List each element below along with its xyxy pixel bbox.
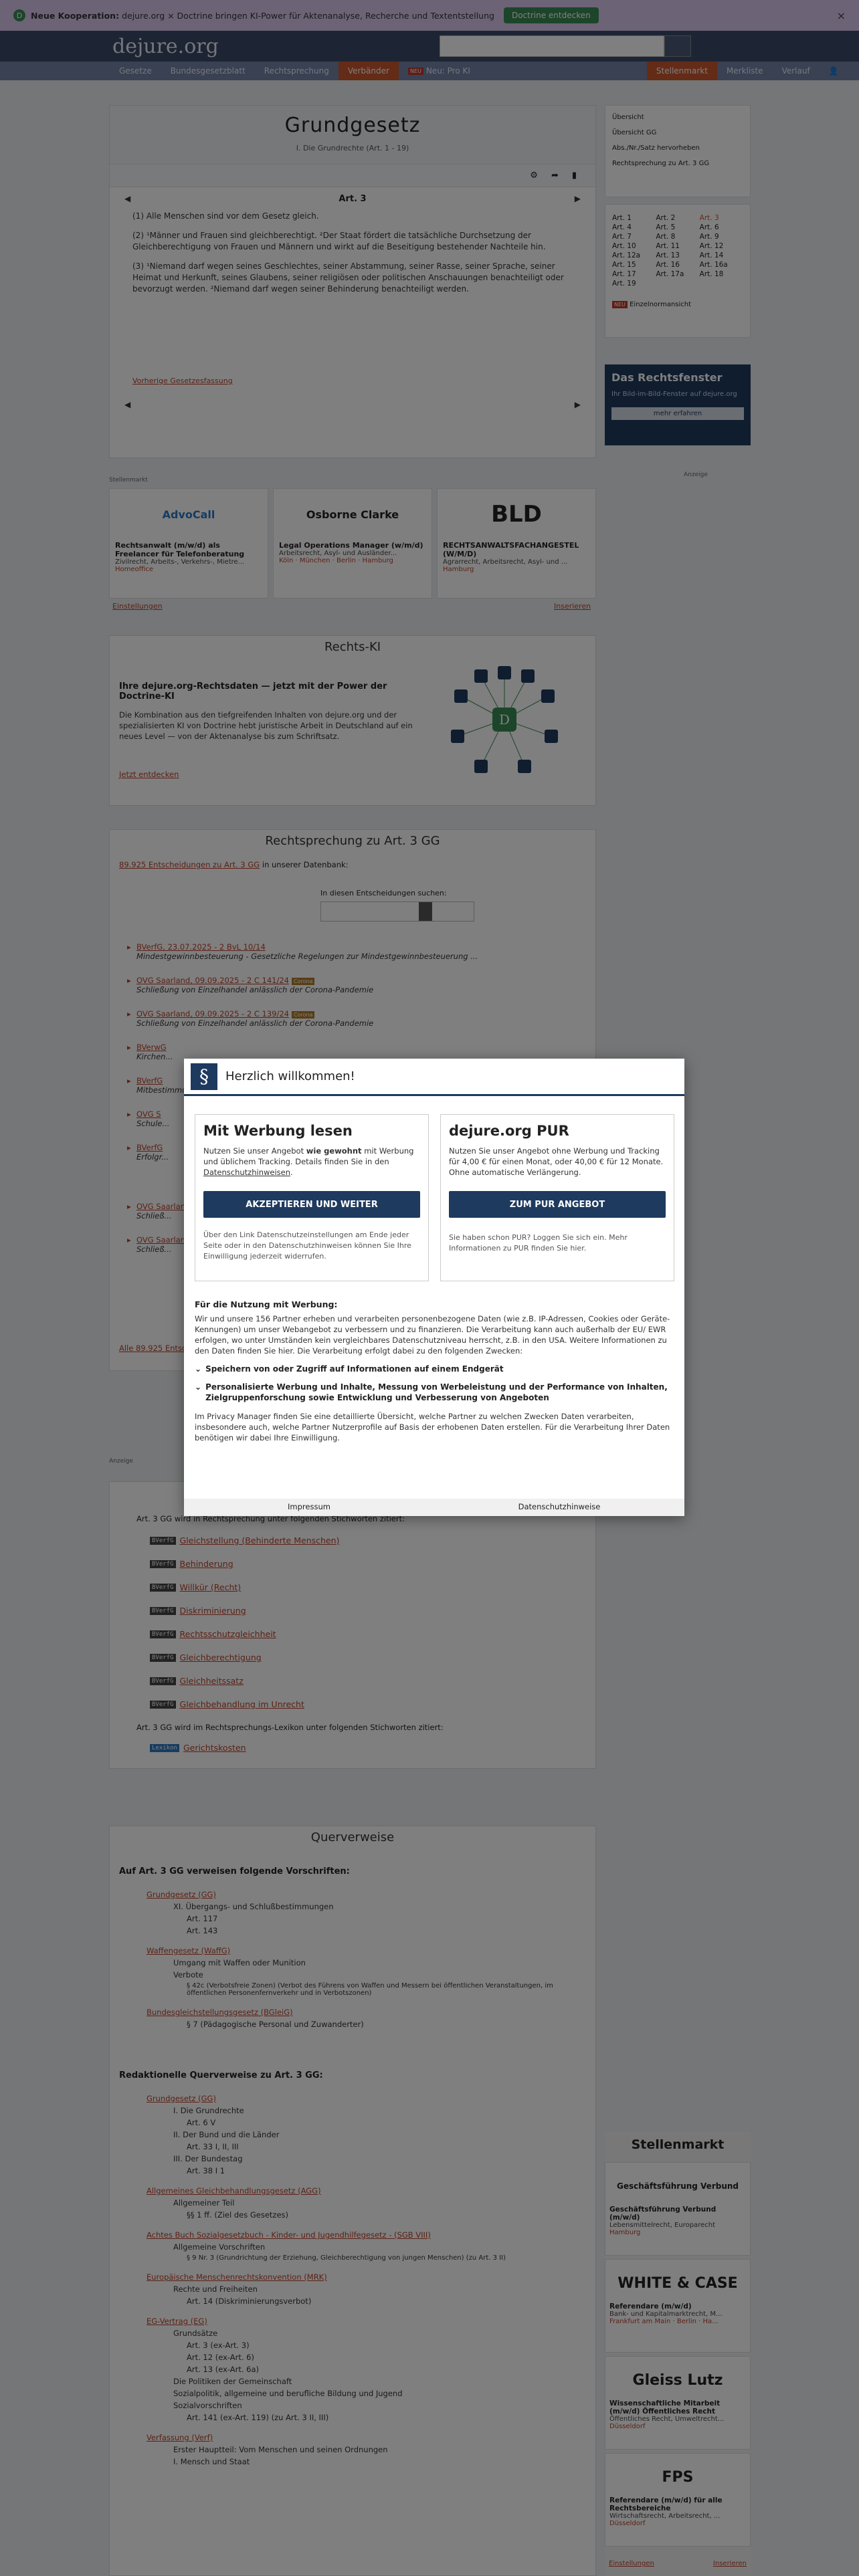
option-werbung bbox=[195, 1114, 429, 1281]
option-werbung-note: Über den Link Datenschutzeinstellungen am Ende jeder Seite oder in den Datenschutzhinweisen können Sie Ihre Einwilligung jederzeit widerrufen. bbox=[203, 1230, 411, 1261]
option-werbung-title: Mit Werbung lesen bbox=[203, 1123, 353, 1139]
impressum-link[interactable]: Impressum bbox=[288, 1502, 330, 1511]
purpose-1-label: Speichern von oder Zugriff auf Informationen auf einem Endgerät bbox=[205, 1364, 504, 1374]
usage-section bbox=[195, 1299, 674, 1443]
modal-title: Herzlich willkommen! bbox=[225, 1069, 355, 1083]
werbung-text-a: Nutzen Sie unser Angebot bbox=[203, 1146, 306, 1156]
privacy-text: Im Privacy Manager finden Sie eine detaillierte Übersicht, welche Partner zu welchen Zwecken Daten verarbeiten, insbesondere auch, welche Partner Nutzerprofile auf Basis der erhobenen Daten erstellen. Für die Verarbeitung Ihrer Daten benötigen wir dabei Ihre Einwilligung. bbox=[195, 1412, 670, 1442]
option-pur-title: dejure.org PUR bbox=[449, 1123, 569, 1139]
usage-title: Für die Nutzung mit Werbung: bbox=[195, 1299, 338, 1309]
option-pur-note: Sie haben schon PUR? Loggen Sie sich ein. Mehr Informationen zu PUR finden Sie hier. bbox=[449, 1233, 628, 1253]
datenschutz-link[interactable]: Datenschutzhinweisen bbox=[203, 1168, 291, 1177]
option-pur-text: Nutzen Sie unser Angebot ohne Werbung und Tracking für 4,00 € für einen Monat, oder 40,00 € für 12 Monate. Ohne automatische Verlängerung. bbox=[449, 1146, 664, 1177]
option-werbung-text: Nutzen Sie unser Angebot wie gewohnt mit Werbung und üblichem Tracking. Details finden Sie in den Datenschutzhinweisen. bbox=[203, 1146, 414, 1177]
chevron-down-icon: ⌄ bbox=[195, 1364, 202, 1374]
accept-button[interactable]: AKZEPTIEREN UND WEITER bbox=[203, 1191, 420, 1218]
purpose-1[interactable] bbox=[195, 1364, 674, 1374]
usage-text: Wir und unsere 156 Partner erheben und verarbeiten personenbezogene Daten (wie z.B. IP-Adressen, Cookies oder Geräte-Kennungen) um unser Webangebot zu verbessern und zu finanzieren. Die Verarbeitung kann auch außerhalb der EU/ EWR erfolgen, wo unter Umständen kein vergleichbares Datenschutzniveau herrscht, z.B. in den USA. Weitere Informationen zu den Daten finden Sie hier. Die Verarbeitung erfolgt dabei zu den folgenden Zwecken: bbox=[195, 1314, 670, 1356]
paragraph-logo-icon: § bbox=[191, 1063, 217, 1090]
werbung-text-c: mit Werbung und üblichem Tracking. Details finden Sie in den bbox=[203, 1146, 414, 1166]
modal-header bbox=[184, 1059, 684, 1096]
option-pur bbox=[440, 1114, 674, 1281]
werbung-text-b: wie gewohnt bbox=[306, 1146, 362, 1156]
datenschutzhinweise-link[interactable]: Datenschutzhinweise bbox=[518, 1502, 601, 1511]
purpose-2[interactable] bbox=[195, 1382, 674, 1403]
purpose-2-label: Personalisierte Werbung und Inhalte, Messung von Werbeleistung und der Performance von Inhalten, Zielgruppenforschung sowie Entwicklung und Verbesserung von Angeboten bbox=[205, 1382, 668, 1402]
chevron-down-icon: ⌄ bbox=[195, 1382, 202, 1392]
pur-button[interactable]: ZUM PUR ANGEBOT bbox=[449, 1191, 666, 1218]
consent-modal bbox=[184, 1059, 684, 1516]
modal-footer bbox=[184, 1499, 684, 1516]
